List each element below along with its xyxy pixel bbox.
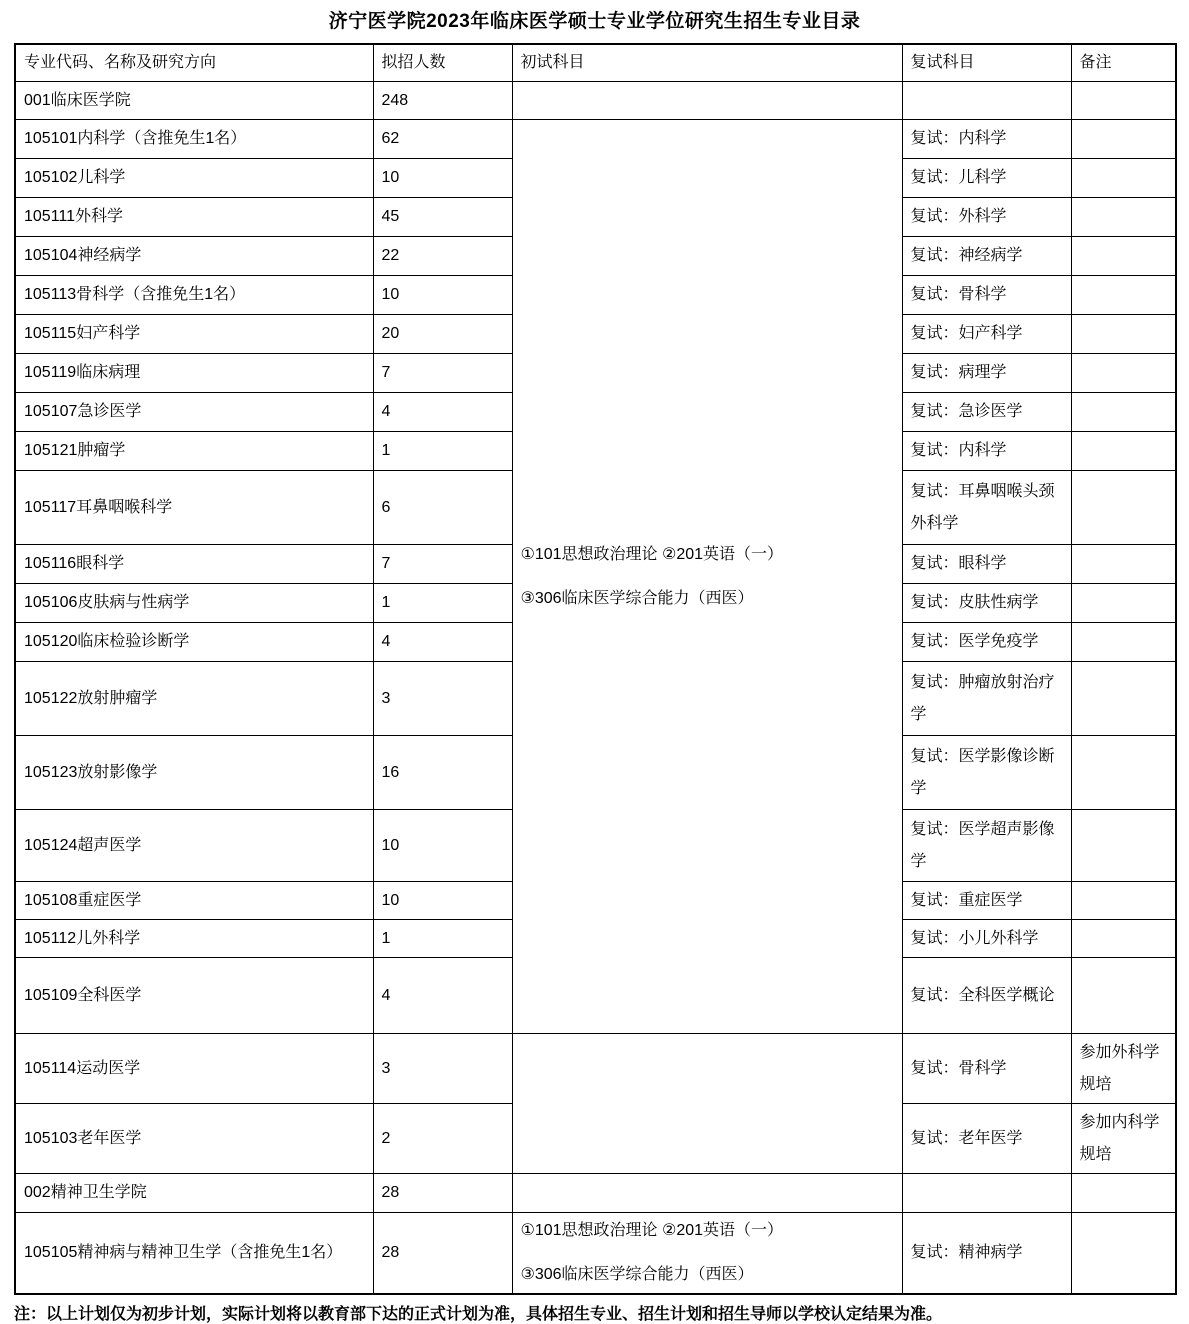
program-name: 105108重症医学 — [15, 882, 373, 920]
program-name: 105113骨科学（含推免生1名） — [15, 276, 373, 315]
col-header-program: 专业代码、名称及研究方向 — [15, 44, 373, 82]
program-name: 002精神卫生学院 — [15, 1174, 373, 1213]
empty-cell — [1071, 810, 1176, 882]
col-header-quota: 拟招人数 — [373, 44, 512, 82]
quota: 6 — [373, 471, 512, 545]
program-name: 105109全科医学 — [15, 958, 373, 1034]
program-name: 105121肿瘤学 — [15, 432, 373, 471]
retest-subject: 复试：重症医学 — [902, 882, 1071, 920]
quota: 28 — [373, 1174, 512, 1213]
quota: 22 — [373, 237, 512, 276]
col-header-remark: 备注 — [1071, 44, 1176, 82]
quota: 3 — [373, 1034, 512, 1104]
program-name: 105117耳鼻咽喉科学 — [15, 471, 373, 545]
program-name: 105123放射影像学 — [15, 736, 373, 810]
empty-cell — [512, 82, 902, 120]
program-name: 105119临床病理 — [15, 354, 373, 393]
quota: 1 — [373, 584, 512, 623]
program-name: 105116眼科学 — [15, 545, 373, 584]
quota: 248 — [373, 82, 512, 120]
quota: 16 — [373, 736, 512, 810]
program-name: 105104神经病学 — [15, 237, 373, 276]
program-name: 105106皮肤病与性病学 — [15, 584, 373, 623]
program-name: 105105精神病与精神卫生学（含推免生1名） — [15, 1213, 373, 1295]
program-name: 105124超声医学 — [15, 810, 373, 882]
footnote: 注：以上计划仅为初步计划，实际计划将以教育部下达的正式计划为准，具体招生专业、招生计划和招生导师以学校认定结果为准。 — [14, 1306, 943, 1323]
empty-cell — [1071, 315, 1176, 354]
program-name: 105114运动医学 — [15, 1034, 373, 1104]
retest-subject: 复试：医学影像诊断学 — [902, 736, 1071, 810]
quota: 4 — [373, 393, 512, 432]
table-row — [15, 1213, 1176, 1295]
program-name: 001临床医学院 — [15, 82, 373, 120]
quota: 28 — [373, 1213, 512, 1295]
quota: 1 — [373, 920, 512, 958]
program-name: 105120临床检验诊断学 — [15, 623, 373, 662]
table-row — [15, 1034, 1176, 1104]
empty-cell — [902, 82, 1071, 120]
retest-subject: 复试：神经病学 — [902, 237, 1071, 276]
retest-subject: 复试：儿科学 — [902, 159, 1071, 198]
retest-subject: 复试：精神病学 — [902, 1213, 1071, 1295]
retest-subject: 复试：小儿外科学 — [902, 920, 1071, 958]
program-name: 105107急诊医学 — [15, 393, 373, 432]
initial-exam-subjects — [512, 120, 902, 1034]
empty-cell — [1071, 958, 1176, 1034]
retest-subject: 复试：妇产科学 — [902, 315, 1071, 354]
program-name: 105115妇产科学 — [15, 315, 373, 354]
quota: 3 — [373, 662, 512, 736]
empty-merged-cell — [512, 1034, 902, 1174]
empty-cell — [1071, 82, 1176, 120]
empty-cell — [1071, 882, 1176, 920]
empty-cell — [1071, 920, 1176, 958]
retest-subject: 复试：耳鼻咽喉头颈外科学 — [902, 471, 1071, 545]
table-row — [15, 120, 1176, 159]
empty-cell — [1071, 736, 1176, 810]
retest-subject: 复试：医学超声影像学 — [902, 810, 1071, 882]
quota: 10 — [373, 276, 512, 315]
exam-line-2: ③306临床医学综合能力（西医） — [520, 589, 754, 607]
admissions-table — [14, 43, 1177, 1295]
retest-subject: 复试：眼科学 — [902, 545, 1071, 584]
empty-cell — [1071, 432, 1176, 471]
empty-cell — [1071, 237, 1176, 276]
quota: 10 — [373, 159, 512, 198]
empty-cell — [902, 1174, 1071, 1213]
quota: 62 — [373, 120, 512, 159]
page-title: 济宁医学院2023年临床医学硕士专业学位研究生招生专业目录 — [328, 11, 861, 32]
empty-cell — [1071, 198, 1176, 237]
quota: 2 — [373, 1104, 512, 1174]
exam-line-1: ①101思想政治理论 ②201英语（一） — [520, 1222, 784, 1239]
quota: 4 — [373, 623, 512, 662]
initial-exam-subjects-psychiatry — [512, 1213, 902, 1295]
empty-cell — [1071, 354, 1176, 393]
retest-subject: 复试：外科学 — [902, 198, 1071, 237]
empty-cell — [1071, 120, 1176, 159]
table-row — [15, 82, 1176, 120]
empty-cell — [512, 1174, 902, 1213]
quota: 10 — [373, 810, 512, 882]
remark: 参加外科学规培 — [1071, 1034, 1176, 1104]
program-name: 105112儿外科学 — [15, 920, 373, 958]
program-name: 105111外科学 — [15, 198, 373, 237]
retest-subject: 复试：骨科学 — [902, 276, 1071, 315]
program-name: 105102儿科学 — [15, 159, 373, 198]
program-name: 105103老年医学 — [15, 1104, 373, 1174]
table-row — [15, 1174, 1176, 1213]
empty-cell — [1071, 1174, 1176, 1213]
retest-subject: 复试：骨科学 — [902, 1034, 1071, 1104]
empty-cell — [1071, 393, 1176, 432]
retest-subject: 复试：全科医学概论 — [902, 958, 1071, 1034]
exam-line-1: ①101思想政治理论 ②201英语（一） — [520, 545, 784, 563]
empty-cell — [1071, 545, 1176, 584]
retest-subject: 复试：内科学 — [902, 120, 1071, 159]
col-header-initial-exam: 初试科目 — [512, 44, 902, 82]
quota: 4 — [373, 958, 512, 1034]
empty-cell — [1071, 471, 1176, 545]
empty-cell — [1071, 662, 1176, 736]
quota: 20 — [373, 315, 512, 354]
exam-line-2: ③306临床医学综合能力（西医） — [520, 1266, 754, 1283]
retest-subject: 复试：老年医学 — [902, 1104, 1071, 1174]
quota: 7 — [373, 545, 512, 584]
col-header-retest: 复试科目 — [902, 44, 1071, 82]
empty-cell — [1071, 623, 1176, 662]
program-name: 105101内科学（含推免生1名） — [15, 120, 373, 159]
empty-cell — [1071, 276, 1176, 315]
empty-cell — [1071, 584, 1176, 623]
retest-subject: 复试：内科学 — [902, 432, 1071, 471]
retest-subject: 复试：皮肤性病学 — [902, 584, 1071, 623]
empty-cell — [1071, 159, 1176, 198]
quota: 7 — [373, 354, 512, 393]
quota: 10 — [373, 882, 512, 920]
quota: 45 — [373, 198, 512, 237]
retest-subject: 复试：病理学 — [902, 354, 1071, 393]
remark: 参加内科学规培 — [1071, 1104, 1176, 1174]
retest-subject: 复试：急诊医学 — [902, 393, 1071, 432]
table-header-row — [15, 44, 1176, 82]
quota: 1 — [373, 432, 512, 471]
retest-subject: 复试：医学免疫学 — [902, 623, 1071, 662]
retest-subject: 复试：肿瘤放射治疗学 — [902, 662, 1071, 736]
program-name: 105122放射肿瘤学 — [15, 662, 373, 736]
empty-cell — [1071, 1213, 1176, 1295]
